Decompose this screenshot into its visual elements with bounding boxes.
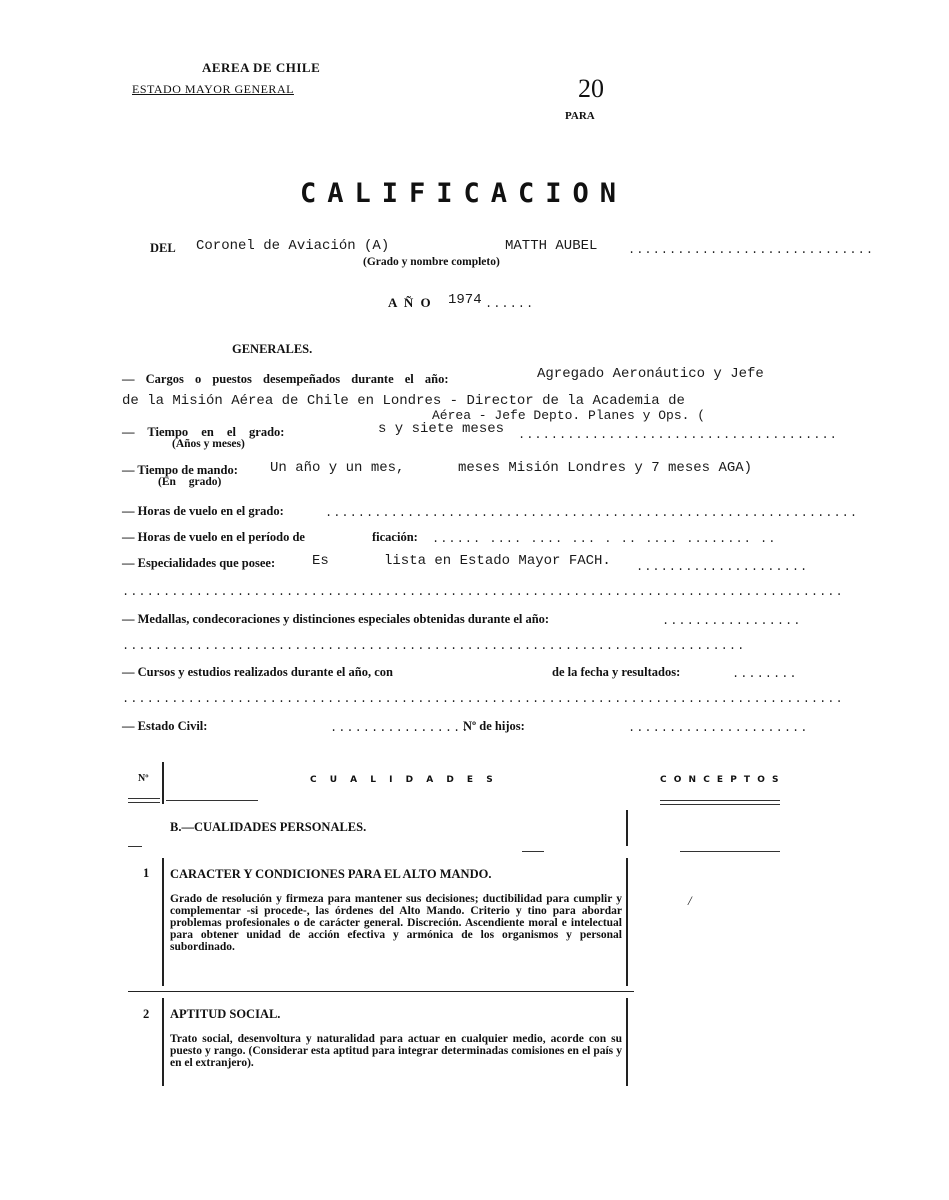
year-dots: ......: [485, 297, 535, 311]
header-rule-conceptos-2: [660, 804, 780, 805]
hijos-label: Nº de hijos:: [463, 719, 525, 733]
section-b-mid-rule: [522, 851, 544, 852]
section-b-right-rule: [680, 851, 780, 852]
horas-grado-dots: .................................................................: [325, 506, 859, 520]
header-rule-cualidades: [166, 800, 258, 801]
section-b-right-border: [626, 810, 628, 846]
horas-periodo-label-2: ficación:: [372, 530, 418, 544]
year-value: 1974: [448, 292, 482, 308]
especialidades-value-1: Es: [312, 553, 329, 569]
hijos-dots: ......................: [628, 721, 809, 735]
item-1-concept-mark: /: [688, 893, 692, 908]
cargos-value-3: Aérea - Jefe Depto. Planes y Ops. (: [432, 408, 706, 423]
medallas-dots: .................: [662, 614, 802, 628]
item-1-right-border: [626, 858, 628, 986]
item-1-description: Grado de resolución y firmeza para mantener sus decisiones; ductibilidad para cumplir y complementar -si procede-, las órdenes del Alto Mando. Criterio y tino para abordar problemas profesionales o de carácter general. Discreción. Ascendiente moral e intelectual para obtener unidad de acción efectiva y armónica de los organismos y personal subordinado.: [170, 893, 622, 953]
col-cualidades-header: C U A L I D A D E S: [310, 775, 498, 785]
tiempo-mando-value-2: meses Misión Londres y 7 meses AGA): [458, 460, 753, 476]
del-caption: (Grado y nombre completo): [363, 256, 500, 268]
cargos-label: — Cargos o puestos desempeñados durante el año:: [122, 372, 449, 386]
item-2-title: APTITUD SOCIAL.: [170, 1007, 281, 1021]
especialidades-label: — Especialidades que posee:: [122, 556, 276, 570]
item-2-number: 2: [143, 1007, 150, 1021]
header-rule-no: [128, 798, 160, 799]
cursos-label-2: de la fecha y resultados:: [552, 665, 681, 679]
medallas-dots-2: ............................................................................: [122, 639, 746, 653]
item-2-left-border: [162, 998, 164, 1086]
tiempo-grado-value: s y siete meses: [378, 421, 505, 437]
horas-periodo-label: — Horas de vuelo en el período de: [122, 530, 305, 544]
cargos-value-1: Agregado Aeronáutico y Jefe: [537, 366, 764, 382]
name-value: MATTH AUBEL: [505, 238, 598, 254]
cursos-dots-2: ........................................................................................: [122, 692, 844, 706]
tiempo-grado-dots: .......................................: [518, 428, 838, 442]
horas-grado-label: — Horas de vuelo en el grado:: [122, 504, 284, 518]
cargos-value-2: de la Misión Aérea de Chile en Londres - Director de la Academia de: [122, 393, 685, 409]
org-line-1: AEREA DE CHILE: [202, 60, 321, 75]
medallas-label: — Medallas, condecoraciones y distinciones especiales obtenidas durante el año:: [122, 612, 550, 626]
page-title: CALIFICACION: [300, 178, 628, 209]
item-1-title: CARACTER Y CONDICIONES PARA EL ALTO MANDO.: [170, 867, 492, 881]
tiempo-mando-sub: (En grado): [158, 476, 222, 488]
cursos-dots: ........: [732, 667, 798, 681]
del-label: DEL: [150, 241, 176, 255]
horas-periodo-dots: ...... .... .... ... . .. .... ........ ..: [432, 532, 777, 546]
section-b-left-rule: [128, 846, 142, 847]
tiempo-grado-sub: (Años y meses): [172, 438, 245, 450]
item-2-description: Trato social, desenvoltura y naturalidad para actuar en cualquier medio, acorde con su puesto y rango. (Considerar esta aptitud para integrar determinadas comisiones en el país y en el extranjero).: [170, 1033, 622, 1069]
col-no-header: Nº: [138, 773, 149, 784]
org-line-2: ESTADO MAYOR GENERAL: [132, 82, 294, 96]
item-1-number: 1: [143, 866, 150, 880]
header-rule-no-2: [128, 802, 160, 803]
year-label: A Ñ O: [388, 295, 433, 310]
col-conceptos-header: C O N C E P T O S: [660, 775, 781, 785]
page-number: 20: [578, 74, 604, 103]
item-2-right-border: [626, 998, 628, 1086]
grade-value: Coronel de Aviación (A): [196, 238, 390, 254]
especialidades-value-2: lista en Estado Mayor FACH.: [384, 553, 611, 569]
cursos-label-1: — Cursos y estudios realizados durante el año, con: [122, 665, 393, 679]
header-divider: [162, 762, 164, 804]
para-label: PARA: [565, 110, 595, 122]
section-generales: GENERALES.: [232, 342, 313, 356]
section-b-title: B.—CUALIDADES PERSONALES.: [170, 820, 367, 834]
estado-civil-dots: .................: [330, 721, 470, 735]
tiempo-mando-label: — Tiempo de mando:: [122, 463, 238, 477]
del-dots: ..............................: [628, 243, 875, 257]
tiempo-mando-value-1: Un año y un mes,: [270, 460, 405, 476]
especialidades-dots: .....................: [636, 560, 809, 574]
estado-civil-label: — Estado Civil:: [122, 719, 208, 733]
tiempo-grado-label: — Tiempo en el grado:: [122, 425, 285, 439]
header-rule-conceptos: [660, 800, 780, 801]
item-divider: [128, 991, 634, 992]
especialidades-dots-2: ........................................................................................: [122, 585, 844, 599]
item-1-left-border: [162, 858, 164, 986]
